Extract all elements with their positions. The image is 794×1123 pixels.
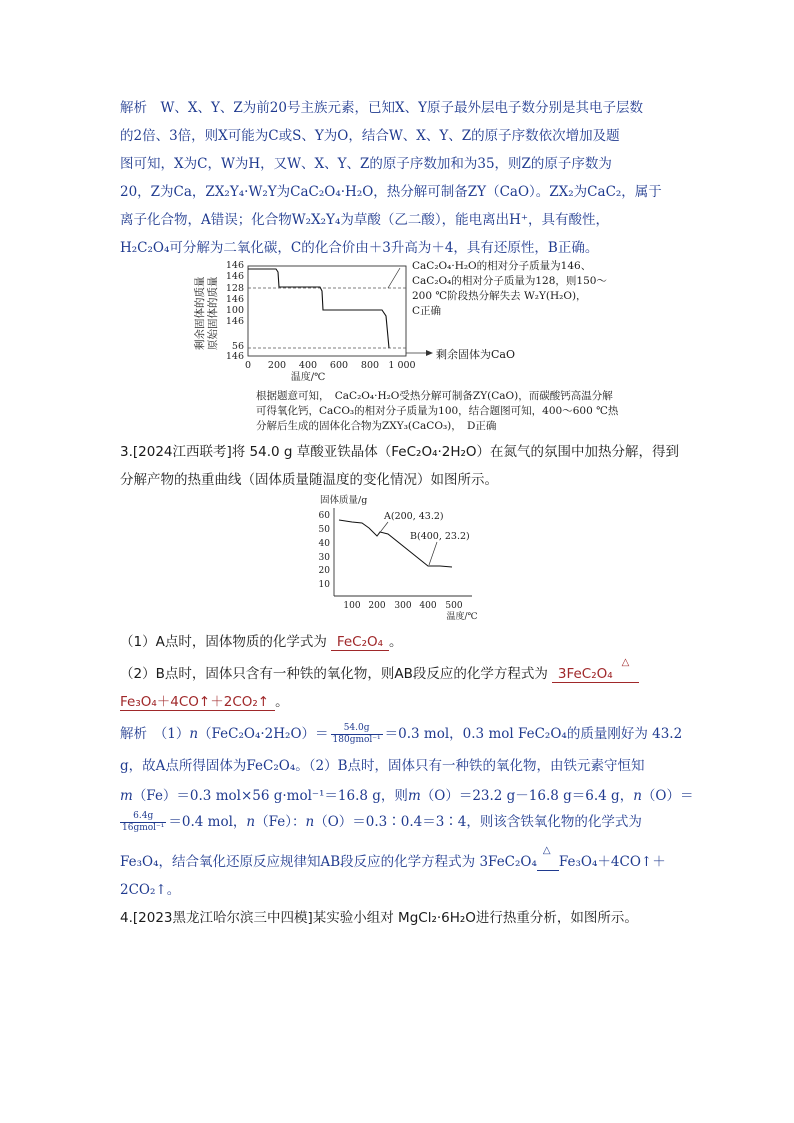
chart2-leader-b <box>429 542 437 565</box>
q3-sub1-end: 。 <box>389 634 403 650</box>
analysis2-heat <box>537 845 559 871</box>
analysis2-var-m: m <box>120 788 133 804</box>
analysis2-line5 <box>120 845 666 871</box>
chart1-ylabel1: 剩余固体的质量 <box>194 276 206 350</box>
analysis2-var-n: n <box>305 814 315 830</box>
analysis2-var-n: n <box>246 814 256 830</box>
analysis2-text: （Fe）＝0.3 mol×56 g·mol⁻¹＝16.8 g，则 <box>132 788 408 804</box>
chart2-point-a: A(200, 43.2) <box>384 511 444 522</box>
chart1-ytick: 128 <box>225 283 244 294</box>
chart1-ytick: 146 <box>225 351 244 362</box>
analysis2-text: （O）＝ <box>641 788 694 804</box>
chart1-note-right-3: 200 ℃阶段热分解失去 W₂Y(H₂O)， <box>412 290 587 302</box>
q4-line1: 4.[2023黑龙江哈尔滨三中四模]某实验小组对 MgCl₂·6H₂O进行热重分析，如图所示。 <box>120 910 638 926</box>
analysis2-line1 <box>120 722 682 746</box>
chart2-ytick: 20 <box>318 566 330 576</box>
chart1-xtick: 0 <box>244 360 252 371</box>
heat-triangle-icon: △ <box>542 845 551 856</box>
chart1-ytick: 146 <box>225 271 244 282</box>
chart2-ytick: 30 <box>318 553 330 563</box>
chart2-xtick: 500 <box>445 601 463 611</box>
analysis2-var-n: n <box>189 726 199 742</box>
heat-triangle-icon: △ <box>621 657 630 668</box>
analysis1-line2: 的2倍、3倍，则X可能为C或S、Y为O，结合W、X、Y、Z的原子序数依次增加及题 <box>120 128 620 144</box>
analysis2-line2: g，故A点所得固体为FeC₂O₄。（2）B点时，固体只有一种铁的氧化物，由铁元素守恒知 <box>120 758 645 774</box>
chart1-note-right-2: CaC₂O₄的相对分子质量为128，则150～ <box>412 275 607 287</box>
chart1-xlabel: 温度/℃ <box>290 372 326 382</box>
analysis1-line6: H₂C₂O₄可分解为二氧化碳，C的化合价由＋3升高为＋4，具有还原性，B正确。 <box>120 240 599 256</box>
analysis2-line6: 2CO₂↑。 <box>120 882 181 898</box>
chart1-ytick: 56 <box>231 341 244 352</box>
fraction-2 <box>120 811 166 834</box>
chart1-note-cao: 剩余固体为CaO <box>436 348 515 361</box>
chart1-note-below-3: 分解后生成的固体化合物为ZXY₃(CaCO₃)， D正确 <box>256 420 497 432</box>
chart1-ytick: 146 <box>225 260 244 271</box>
chart2-xtick: 200 <box>368 601 386 611</box>
analysis2-text: （Fe）： <box>255 814 306 830</box>
analysis2-text: Fe₃O₄，结合氧化还原反应规律知AB段反应的化学方程式为 3FeC₂O₄ <box>120 854 537 870</box>
analysis1-line1: 解析 W、X、Y、Z为前20号主族元素，已知X、Y原子最外层电子数分别是其电子层数 <box>120 100 643 116</box>
analysis2-var-n: n <box>633 788 642 804</box>
analysis2-text: ＝0.3 mol，0.3 mol FeC₂O₄的质量刚好为 43.2 <box>384 726 683 742</box>
chart2-xtick: 400 <box>419 601 437 611</box>
chart2-curve <box>339 520 452 567</box>
chart2-ylabel: 固体质量/g <box>320 495 368 506</box>
chart1-xtick: 1 000 <box>388 360 416 371</box>
chart1-xtick: 200 <box>267 360 287 371</box>
chart1-xtick: 800 <box>360 360 380 371</box>
thermogram-fec2o4 <box>312 492 484 622</box>
analysis2-var-m: m <box>407 788 421 804</box>
chart1-curve <box>248 269 389 348</box>
chart2-ytick: 10 <box>318 580 330 590</box>
q3-sub1-text: （1）A点时，固体物质的化学式为 <box>120 634 327 650</box>
fraction-1-den: 180gmol⁻¹ <box>332 735 381 745</box>
q3-sub2-answer1: 3FeC₂O₄ <box>552 666 615 683</box>
analysis2-text: Fe₃O₄＋4CO↑＋ <box>558 854 666 870</box>
chart1-ytick: 146 <box>225 294 244 305</box>
chart1-xtick: 600 <box>329 360 349 371</box>
q3-sub2-heat <box>615 657 639 683</box>
q3-line1: 3.[2024江西联考]将 54.0 g 草酸亚铁晶体（FeC₂O₄·2H₂O）在氮气的氛围中加热分解，得到 <box>120 444 680 460</box>
fraction-2-den: 16gmol⁻¹ <box>122 823 165 833</box>
analysis2-text: 解析 （1） <box>120 726 190 742</box>
q3-sub2-text: （2）B点时，固体只含有一种铁的氧化物，则AB段反应的化学方程式为 <box>120 666 548 682</box>
chart1-arrowhead <box>426 350 433 356</box>
analysis1-line5: 离子化合物，A错误；化合物W₂X₂Y₄为草酸（乙二酸），能电离出H⁺，具有酸性， <box>120 212 610 228</box>
analysis2-line3 <box>120 784 694 804</box>
chart2-xlabel: 温度/℃ <box>446 612 478 622</box>
chart2-point-b: B(400, 23.2) <box>410 531 470 542</box>
chart1-note-below-2: 可得氧化钙，CaCO₃的相对分子质量为100，结合题图可知，400～600 ℃热 <box>256 405 619 417</box>
chart1-ytick: 146 <box>225 316 244 327</box>
analysis2-text: （O）＝0.3∶0.4＝3∶4，则该含铁氧化物的化学式为 <box>314 814 642 830</box>
chart2-ytick: 50 <box>318 525 330 535</box>
analysis2-text: （FeC₂O₄·2H₂O）＝ <box>198 726 329 742</box>
analysis1-line4: 20，Z为Ca，ZX₂Y₄·W₂Y为CaC₂O₄·H₂O，热分解可制备ZY（CaO）。ZX₂为CaC₂，属于 <box>120 184 662 200</box>
analysis2-line4 <box>120 810 642 834</box>
chart2-ytick: 60 <box>318 511 330 521</box>
chart2-xtick: 100 <box>343 601 361 611</box>
chart1-note-right-1: CaC₂O₄·H₂O的相对分子质量为146、 <box>412 260 592 272</box>
chart1-xtick: 400 <box>298 360 318 371</box>
q3-sub2-answer2: Fe₃O₄＋4CO↑＋2CO₂↑ <box>120 690 275 711</box>
q3-sub2 <box>120 657 639 683</box>
q3-sub1 <box>120 630 403 651</box>
q3-sub1-answer: FeC₂O₄ <box>331 634 389 651</box>
q3-sub2-end: 。 <box>275 694 289 710</box>
chart1-ylabel2: 原始固体的质量 <box>207 276 219 350</box>
analysis2-text: ＝0.4 mol， <box>168 814 247 830</box>
q3-line2: 分解产物的热重曲线（固体质量随温度的变化情况）如图所示。 <box>120 472 498 488</box>
q3-sub2-cont <box>120 690 289 711</box>
fraction-2-num: 6.4g <box>120 811 166 823</box>
chart1-arrow-note <box>388 268 400 288</box>
chart1-note-right-4: C正确 <box>412 305 442 317</box>
chart1-ytick: 100 <box>225 305 244 316</box>
fraction-1-num: 54.0g <box>331 723 383 735</box>
chart1-note-below-1: 根据题意可知， CaC₂O₄·H₂O受热分解可制备ZY(CaO)，而碳酸钙高温分解 <box>256 390 613 402</box>
analysis2-text: （O）＝23.2 g－16.8 g＝6.4 g， <box>420 788 634 804</box>
chart2-xtick: 300 <box>394 601 412 611</box>
fraction-1 <box>331 723 383 746</box>
analysis1-line3: 图可知，X为C，W为H，又W、X、Y、Z的原子序数加和为35，则Z的原子序数为 <box>120 156 612 172</box>
chart2-ytick: 40 <box>318 539 330 549</box>
